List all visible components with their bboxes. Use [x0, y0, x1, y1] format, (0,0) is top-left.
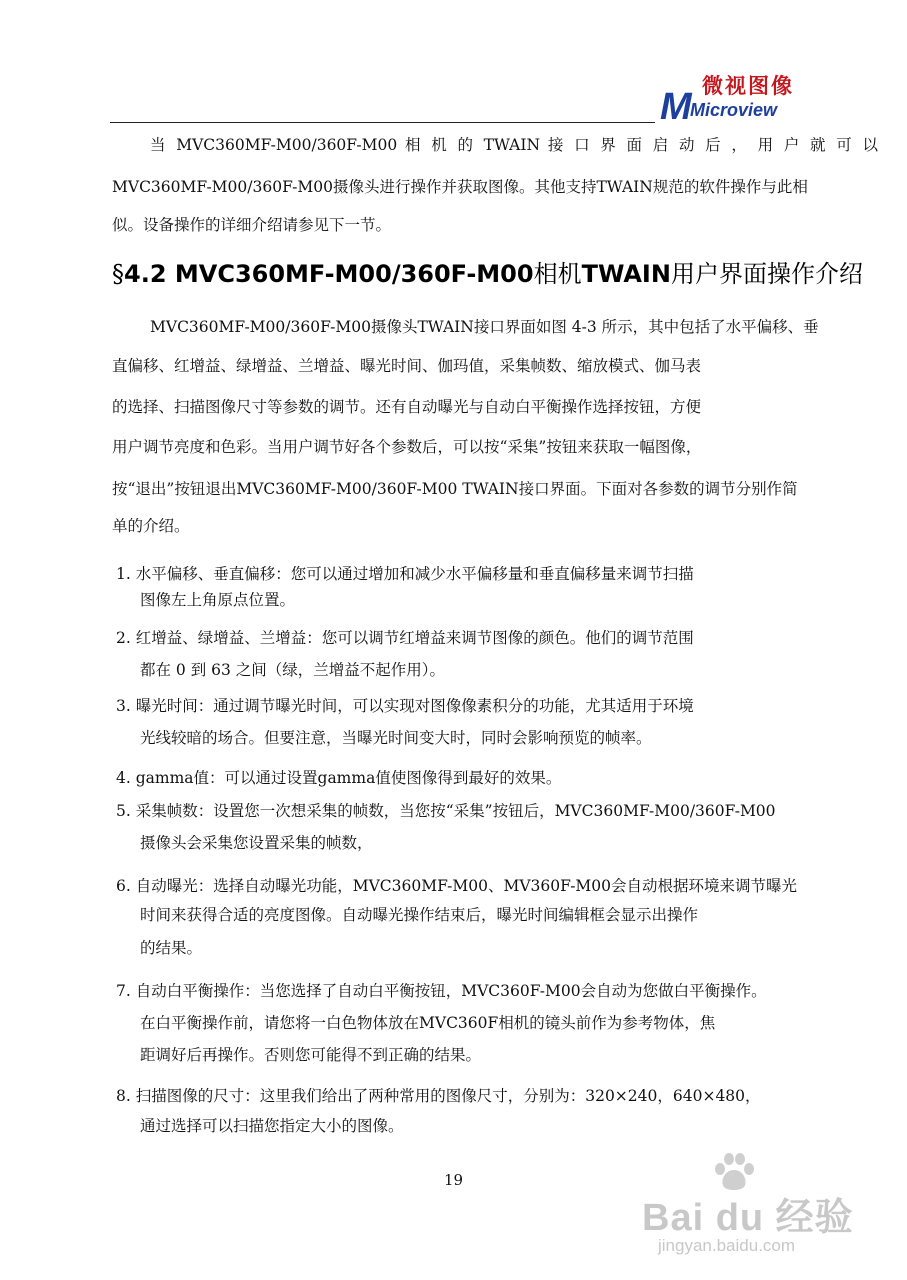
body-line-2: 直偏移、红增益、绿增益、兰增益、曝光时间、伽玛值，采集帧数、缩放模式、伽马表	[112, 357, 702, 375]
body-line-6: 单的介绍。	[112, 517, 190, 535]
logo-english-text: Microview	[690, 100, 778, 120]
logo-m-mark: M	[660, 86, 692, 128]
page-number: 19	[443, 1171, 464, 1189]
baidu-watermark	[636, 1148, 864, 1260]
body-line-5: 按“退出”按钮退出MVC360MF-M00/360F-M00 TWAIN接口界面。下面对各参数的调节分别作简	[112, 480, 798, 498]
list-item-3-cont: 光线较暗的场合。但要注意，当曝光时间变大时，同时会影响预览的帧率。	[140, 729, 652, 747]
watermark-text: Bai du 经验	[642, 1197, 854, 1239]
body-line-4: 用户调节亮度和色彩。当用户调节好各个参数后，可以按“采集”按钮来获取一幅图像，	[112, 438, 702, 456]
list-item-2: 2. 红增益、绿增益、兰增益：您可以调节红增益来调节图像的颜色。他们的调节范围	[116, 629, 694, 647]
intro-line-2: MVC360MF-M00/360F-M00摄像头进行操作并获取图像。其他支持TWAIN规范的软件操作与此相	[112, 178, 808, 196]
body-line-3: 的选择、扫描图像尺寸等参数的调节。还有自动曝光与自动白平衡操作选择按钮，方便	[112, 398, 702, 416]
list-item-6-cont-1: 时间来获得合适的亮度图像。自动曝光操作结束后，曝光时间编辑框会显示出操作	[140, 906, 699, 924]
list-item-7-cont-1: 在白平衡操作前，请您将一白色物体放在MVC360F相机的镜头前作为参考物体，焦	[140, 1014, 716, 1032]
section-title-cn1: 相机	[533, 260, 582, 288]
logo-chinese-text: 微视图像	[702, 73, 794, 98]
watermark-url: jingyan.baidu.com	[658, 1236, 796, 1255]
list-item-2-cont: 都在 0 到 63 之间（绿，兰增益不起作用）。	[140, 661, 446, 679]
body-line-1: MVC360MF-M00/360F-M00摄像头TWAIN接口界面如图 4-3 所示，其中包括了水平偏移、垂	[150, 318, 819, 336]
section-title-cn2: 用户界面操作介绍	[670, 260, 863, 288]
intro-line-3: 似。设备操作的详细介绍请参见下一节。	[112, 216, 392, 234]
section-title-twain: TWAIN	[581, 260, 671, 288]
list-item-6: 6. 自动曝光：选择自动曝光功能，MVC360MF-M00、MV360F-M00会自动根据环境来调节曝光	[116, 877, 798, 895]
list-item-8: 8. 扫描图像的尺寸：这里我们给出了两种常用的图像尺寸，分别为：320×240，640×480，	[116, 1087, 761, 1105]
list-item-7: 7. 自动白平衡操作：当您选择了自动白平衡按钮，MVC360F-M00会自动为您做白平衡操作。	[116, 982, 767, 1000]
list-item-8-cont: 通过选择可以扫描您指定大小的图像。	[140, 1117, 404, 1135]
microview-logo	[658, 70, 818, 126]
section-number-model: 4.2 MVC360MF-M00/360F-M00	[124, 260, 534, 288]
list-item-5-cont: 摄像头会采集您设置采集的帧数，	[140, 834, 373, 852]
list-item-7-cont-2: 距调好后再操作。否则您可能得不到正确的结果。	[140, 1046, 482, 1064]
list-item-5: 5. 采集帧数：设置您一次想采集的帧数，当您按“采集”按钮后，MVC360MF-M00/360F-M00	[116, 802, 776, 820]
section-symbol: §	[112, 260, 124, 288]
list-item-1: 1. 水平偏移、垂直偏移：您可以通过增加和减少水平偏移量和垂直偏移量来调节扫描	[116, 565, 694, 583]
list-item-3: 3. 曝光时间：通过调节曝光时间，可以实现对图像像素积分的功能，尤其适用于环境	[116, 697, 694, 715]
section-heading	[112, 258, 878, 290]
intro-line-1: 当 MVC360MF-M00/360F-M00 相 机 的 TWAIN 接 口 界 面 启 动 后 ， 用 户 就 可 以	[150, 136, 878, 154]
list-item-4: 4. gamma值：可以通过设置gamma值使图像得到最好的效果。	[116, 769, 562, 787]
list-item-1-cont: 图像左上角原点位置。	[140, 591, 296, 609]
list-item-6-cont-2: 的结果。	[140, 939, 203, 957]
header-rule	[110, 122, 655, 123]
